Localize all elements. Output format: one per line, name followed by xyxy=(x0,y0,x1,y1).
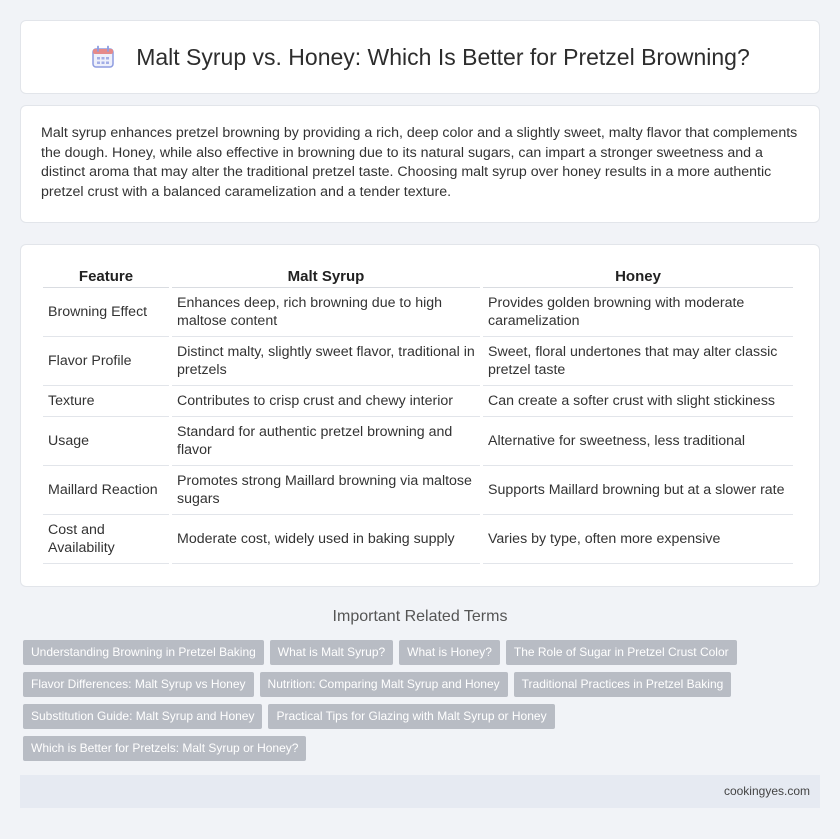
intro-paragraph: Malt syrup enhances pretzel browning by providing a rich, deep color and a slightly sweet, malty flavor that complements the dough. Honey, while also effective in browning due to its natural sugars, can impart a stronger sweetness and a distinct aroma that may alter the traditional pretzel taste. Choosing malt syrup over honey results in a more authentic pretzel crust with a balanced caramelization and a tender texture. xyxy=(41,125,798,200)
malt-syrup-cell: Enhances deep, rich browning due to high maltose content xyxy=(172,288,480,337)
header-feature: Feature xyxy=(43,261,169,288)
related-term-tag[interactable]: The Role of Sugar in Pretzel Crust Color xyxy=(506,640,737,665)
table-row xyxy=(43,515,793,564)
honey-cell: Can create a softer crust with slight stickiness xyxy=(483,386,793,417)
related-term-tag[interactable]: What is Honey? xyxy=(399,640,500,665)
malt-syrup-cell: Distinct malty, slightly sweet flavor, traditional in pretzels xyxy=(172,337,480,386)
related-term-tag[interactable]: Flavor Differences: Malt Syrup vs Honey xyxy=(23,672,254,697)
comparison-table xyxy=(40,261,796,564)
related-term-tag[interactable]: Practical Tips for Glazing with Malt Syrup or Honey xyxy=(268,704,554,729)
table-row xyxy=(43,417,793,466)
honey-cell: Provides golden browning with moderate caramelization xyxy=(483,288,793,337)
malt-syrup-cell: Standard for authentic pretzel browning and flavor xyxy=(172,417,480,466)
header-malt-syrup: Malt Syrup xyxy=(172,261,480,288)
table-row xyxy=(43,288,793,337)
title-card xyxy=(20,20,820,94)
malt-syrup-cell: Contributes to crisp crust and chewy interior xyxy=(172,386,480,417)
header-honey: Honey xyxy=(483,261,793,288)
feature-cell: Flavor Profile xyxy=(43,337,169,386)
malt-syrup-cell: Moderate cost, widely used in baking supply xyxy=(172,515,480,564)
related-terms-list xyxy=(23,640,783,768)
related-term-tag[interactable]: Traditional Practices in Pretzel Baking xyxy=(514,672,732,697)
honey-cell: Supports Maillard browning but at a slower rate xyxy=(483,466,793,515)
related-term-tag[interactable]: Nutrition: Comparing Malt Syrup and Honey xyxy=(260,672,508,697)
table-header-row xyxy=(43,261,793,288)
feature-cell: Usage xyxy=(43,417,169,466)
intro-card xyxy=(20,105,820,223)
honey-cell: Varies by type, often more expensive xyxy=(483,515,793,564)
footer xyxy=(20,775,820,808)
related-term-tag[interactable]: Substitution Guide: Malt Syrup and Honey xyxy=(23,704,262,729)
related-term-tag[interactable]: Which is Better for Pretzels: Malt Syrup or Honey? xyxy=(23,736,306,761)
feature-cell: Maillard Reaction xyxy=(43,466,169,515)
related-term-tag[interactable]: Understanding Browning in Pretzel Baking xyxy=(23,640,264,665)
footer-site-link[interactable]: cookingyes.com xyxy=(723,784,810,798)
table-row xyxy=(43,466,793,515)
calendar-icon xyxy=(90,44,116,70)
page-title-text: Malt Syrup vs. Honey: Which Is Better for Pretzel Browning? xyxy=(136,43,750,70)
feature-cell: Browning Effect xyxy=(43,288,169,337)
malt-syrup-cell: Promotes strong Maillard browning via maltose sugars xyxy=(172,466,480,515)
feature-cell: Texture xyxy=(43,386,169,417)
honey-cell: Alternative for sweetness, less traditional xyxy=(483,417,793,466)
table-row xyxy=(43,386,793,417)
related-term-tag[interactable]: What is Malt Syrup? xyxy=(270,640,393,665)
honey-cell: Sweet, floral undertones that may alter classic pretzel taste xyxy=(483,337,793,386)
comparison-card xyxy=(20,244,820,587)
page-title xyxy=(90,44,750,71)
related-terms-heading: Important Related Terms xyxy=(332,608,508,625)
table-row xyxy=(43,337,793,386)
feature-cell: Cost and Availability xyxy=(43,515,169,564)
